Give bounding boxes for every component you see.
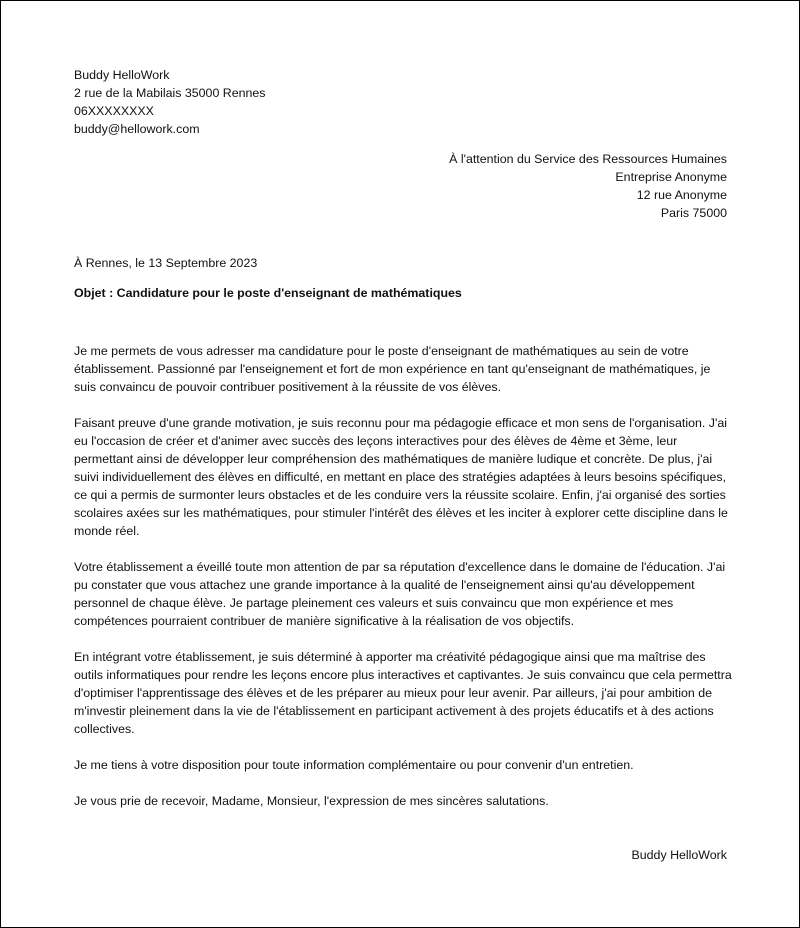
recipient-company: Entreprise Anonyme	[615, 170, 727, 184]
paragraph-closing: Je vous prie de recevoir, Madame, Monsieur, l'expression de mes sincères salutations.	[74, 794, 549, 808]
sender-name: Buddy HelloWork	[74, 68, 170, 82]
paragraph-motivation: Votre établissement a éveillé toute mon attention de par sa réputation d'excellence dans le domaine de l'éducation. J'ai pu constater que vous attachez une grande importance à la qualité de l'enseignement ainsi qu'au développement personnel de chaque élève. Je partage pleinement ces valeurs et suis convaincu que mon expérience et mes compétences pourraient contribuer de manière significative à la réalisation de vos objectifs.	[74, 560, 726, 628]
recipient-attention: À l'attention du Service des Ressources Humaines	[449, 152, 727, 166]
sender-address: 2 rue de la Mabilais 35000 Rennes	[74, 86, 266, 100]
sender-phone: 06XXXXXXXX	[74, 104, 154, 118]
paragraph-introduction: Je me permets de vous adresser ma candidature pour le poste d'enseignant de mathématiques au sein de votre établissement. Passionné par l'enseignement et fort de mon expérience en tant qu'enseignant de mathématiques, je suis convaincu de pouvoir contribuer positivement à la réussite de vos élèves.	[74, 344, 711, 394]
paragraph-availability: Je me tiens à votre disposition pour toute information complémentaire ou pour convenir d'un entretien.	[74, 758, 634, 772]
paragraph-experience: Faisant preuve d'une grande motivation, je suis reconnu pour ma pédagogie efficace et mon sens de l'organisation. J'ai eu l'occasion de créer et d'animer avec succès des leçons interactives pour des élèves de 4ème et 3ème, leur permettant ainsi de développer leur compréhension des mathématiques de manière ludique et concrète. De plus, j'ai suivi individuellement des élèves en difficulté, en mettant en place des stratégies adaptées à leurs besoins spécifiques, ce qui a permis de surmonter leurs obstacles et de les conduire vers la réussite scolaire. Enfin, j'ai organisé des sorties scolaires axées sur les mathématiques, pour stimuler l'intérêt des élèves et les inciter à explorer cette discipline dans le monde réel.	[74, 416, 728, 538]
recipient-city: Paris 75000	[660, 206, 727, 220]
recipient-block	[449, 150, 727, 222]
sender-email: buddy@hellowork.com	[74, 122, 200, 136]
paragraph-contribution: En intégrant votre établissement, je suis déterminé à apporter ma créativité pédagogique ainsi que ma maîtrise des outils informatiques pour rendre les leçons encore plus interactives et captivantes. Je suis convaincu que cela permettra d'optimiser l'apprentissage des élèves et de les préparer au mieux pour leur avenir. Par ailleurs, j'ai pour ambition de m'investir pleinement dans la vie de l'établissement en participant activement à des projets éducatifs et à des actions collectives.	[74, 650, 732, 736]
date-line: À Rennes, le 13 Septembre 2023	[74, 256, 258, 270]
signature: Buddy HelloWork	[631, 848, 727, 862]
subject-line: Objet : Candidature pour le poste d'enseignant de mathématiques	[74, 286, 462, 300]
recipient-street: 12 rue Anonyme	[636, 188, 727, 202]
sender-block	[74, 66, 266, 138]
letter-body	[74, 342, 734, 828]
